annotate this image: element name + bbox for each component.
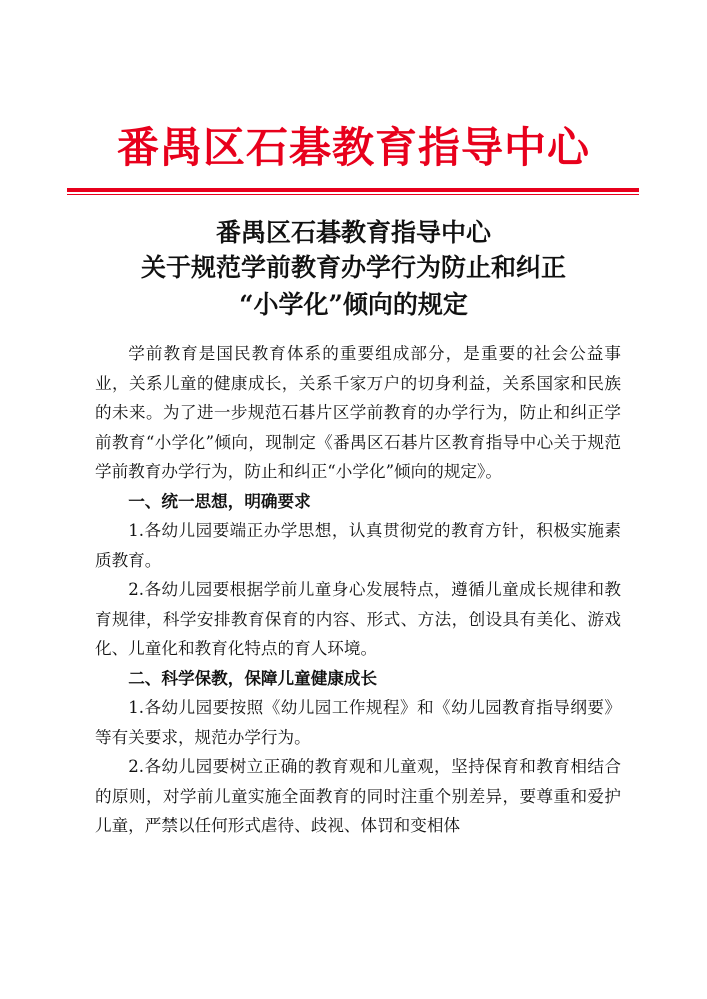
intro-paragraph: 学前教育是国民教育体系的重要组成部分，是重要的社会公益事业，关系儿童的健康成长，关系千家万户的切身利益，关系国家和民族的未来。为了进一步规范石碁片区学前教育的办学行为，防止和纠正学前教育“小学化”倾向，现制定《番禺区石碁片区教育指导中心关于规范学前教育办学行为，防止和纠正“小学化”倾向的规定》。 (95, 344, 621, 481)
document-title-line-2: 关于规范学前教育办学行为防止和纠正 (140, 253, 566, 282)
letterhead-title: 番禺区石碁教育指导中心 (116, 123, 590, 172)
section-2-heading: 二、科学保教，保障儿童健康成长 (128, 668, 378, 688)
document-body (95, 339, 621, 841)
section-1-item-2: 2.各幼儿园要根据学前儿童身心发展特点，遵循儿童成长规律和教育规律，科学安排教育保育的内容、形式、方法，创设具有美化、游戏化、儿童化和教育化特点的育人环境。 (95, 580, 621, 658)
section-2-item-1: 1.各幼儿园要按照《幼儿园工作规程》和《幼儿园教育指导纲要》等有关要求，规范办学行为。 (95, 698, 621, 747)
section-1-heading: 一、统一思想，明确要求 (128, 491, 311, 511)
letterhead-red-rule-thick (67, 188, 639, 192)
document-title-line-1: 番禺区石碁教育指导中心 (215, 218, 491, 247)
document-title-line-3: “小学化”倾向的规定 (239, 290, 468, 319)
section-1-item-1: 1.各幼儿园要端正办学思想，认真贯彻党的教育方针，积极实施素质教育。 (95, 521, 621, 570)
letterhead-red-rule-thin (67, 194, 639, 195)
section-2-item-2: 2.各幼儿园要树立正确的教育观和儿童观，坚持保育和教育相结合的原则，对学前儿童实施全面教育的同时注重个别差异，要尊重和爱护儿童，严禁以任何形式虐待、歧视、体罚和变相体 (95, 757, 621, 835)
